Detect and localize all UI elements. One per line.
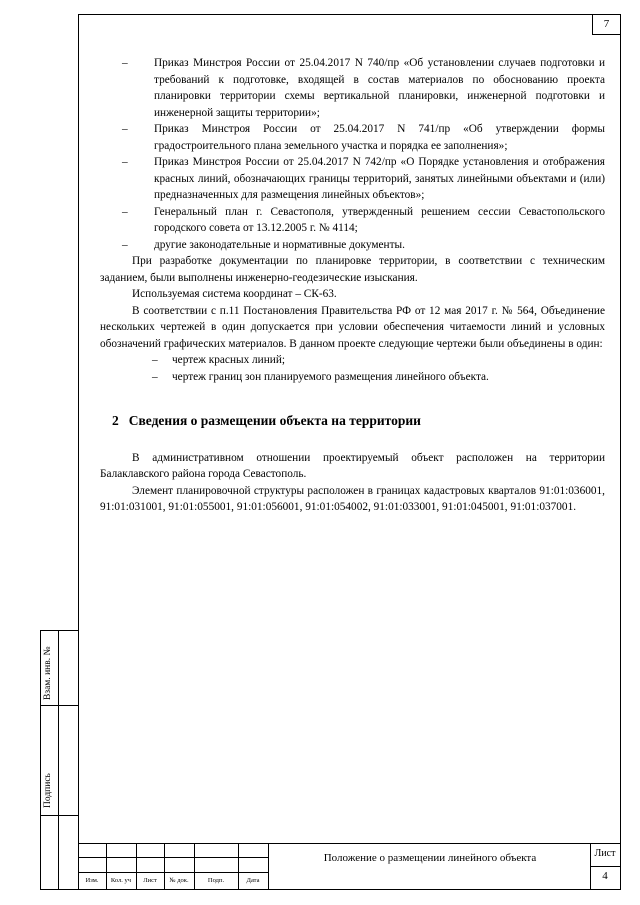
- paragraph-admin: В административном отношении проектируемый объект расположен на территории Балаклавского района города Севастополь.: [100, 451, 605, 480]
- page-box-bottom: [592, 34, 621, 35]
- frame-bottom: [40, 889, 621, 890]
- tb-col-list: Лист: [143, 877, 157, 884]
- side-h3: [40, 815, 78, 816]
- document-body: [100, 55, 605, 516]
- tb-v6: [268, 843, 269, 890]
- frame-left: [78, 14, 79, 890]
- sub-list-item: – чертеж красных линий;: [152, 354, 286, 366]
- side-h1: [40, 630, 78, 631]
- paragraph-merge: В соответствии с п.11 Постановления Правительства РФ от 12 мая 2017 г. № 564, Объединение нескольких чертежей в один допускается при условии обеспечения читаемости линий и условных обозначений графических материалов. В данном проекте следующие чертежи были объединены в один:: [100, 304, 605, 350]
- list-item: – Приказ Минстроя России от 25.04.2017 N 741/пр «Об утверждении формы градостроительного плана земельного участка и порядка ее заполнения»;: [122, 123, 605, 152]
- section-title: Сведения о размещении объекта на территории: [128, 413, 421, 428]
- frame-right: [620, 14, 621, 890]
- section-heading: [112, 413, 605, 430]
- page-number-top: 7: [603, 18, 610, 30]
- paragraph-coords: Используемая система координат – СК-63.: [132, 288, 337, 300]
- tb-sheet-sep: [590, 866, 621, 867]
- sheet-label: Лист: [594, 848, 616, 859]
- tb-col-data: Дата: [246, 877, 260, 884]
- paragraph-cadastral: Элемент планировочной структуры расположен в границах кадастровых кварталов 91:01:036001, 91:01:031001, 91:01:055001, 91:01:056001, 91:01:054002, 91:01:033001, 91:01:045001, 91:01:037001.: [100, 484, 605, 513]
- paragraph-survey: При разработке документации по планировке территории, в соответствии с техническим заданием, были выполнены инженерно-геодезические изыскания.: [100, 255, 605, 284]
- side-sign-label: Подпись: [43, 773, 53, 808]
- frame-top: [78, 14, 621, 15]
- document-title: Положение о размещении линейного объекта: [323, 852, 537, 864]
- sub-list-item: – чертеж границ зон планируемого размещения линейного объекта.: [152, 370, 489, 383]
- tb-col-izm: Изм.: [85, 877, 99, 884]
- tb-col-koluch: Кол. уч: [110, 877, 132, 884]
- section-number: 2: [112, 413, 119, 428]
- list-item: – Приказ Минстроя России от 25.04.2017 N 742/пр «О Порядке установления и отображения красных линий, обозначающих границы территорий, занятых линейными объектами и (или) предназначенных для размещения линейных объектов»;: [122, 156, 605, 201]
- list-item: – другие законодательные и нормативные документы.: [122, 238, 405, 251]
- list-item: – Генеральный план г. Севастополя, утвержденный решением сессии Севастопольского городского совета от 13.12.2005 г. № 4114;: [122, 205, 605, 234]
- side-col-outer: [40, 630, 41, 890]
- tb-col-doc: № док.: [169, 877, 189, 884]
- list-item: – Приказ Минстроя России от 25.04.2017 N 740/пр «Об установлении случаев подготовки и требований к подготовке, входящей в состав материалов по обоснованию проекта планировки территории схемы вертикальной планировки, инженерной подготовки и инженерной защиты территории»;: [122, 57, 605, 119]
- tb-col-podp: Подп.: [207, 877, 225, 884]
- side-col-inner: [58, 630, 59, 890]
- side-inv-label: Взам. инв. №: [43, 646, 53, 700]
- tb-top: [78, 843, 621, 844]
- side-h2: [40, 705, 78, 706]
- sheet-number: 4: [602, 870, 608, 882]
